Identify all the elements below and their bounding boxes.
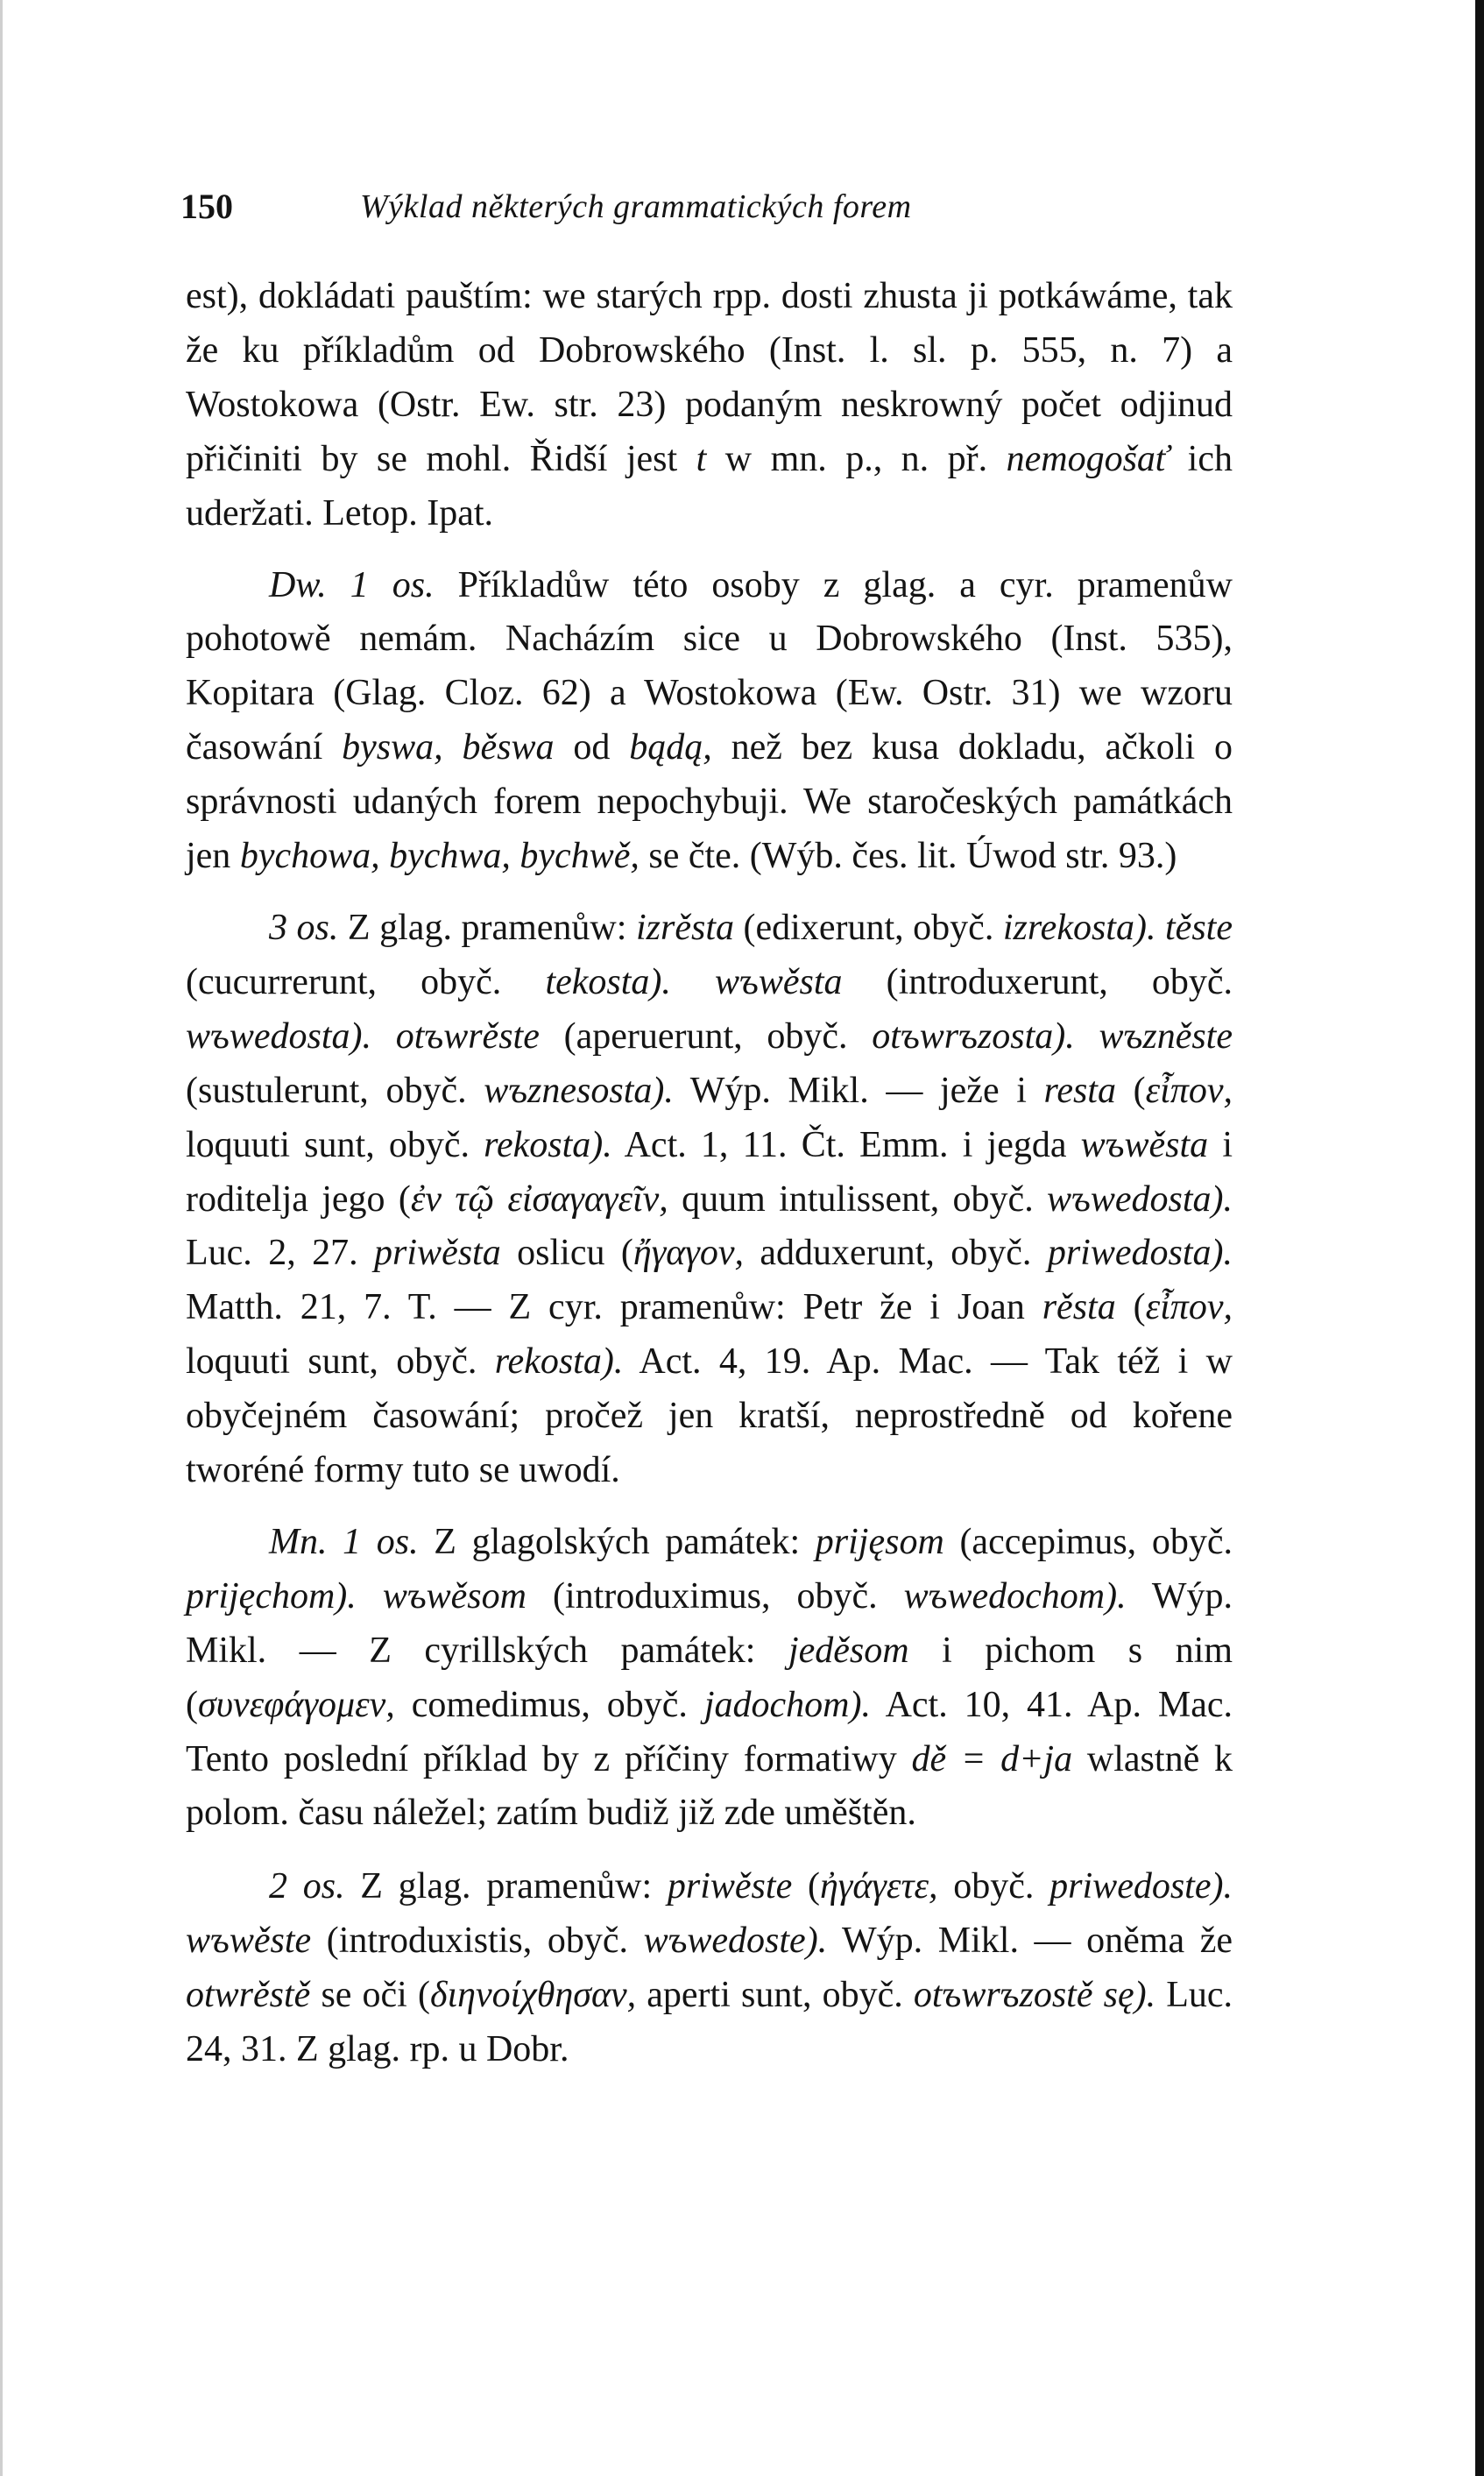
italic-term: bądą, (629, 727, 712, 768)
italic-term: wъwěste (186, 1921, 312, 1962)
text-run: se čte. (Wýb. čes. lit. Úwod str. 93.) (639, 836, 1177, 877)
italic-term: wъzněste (1099, 1015, 1233, 1057)
text-run: (edixerunt, obyč. (734, 907, 1003, 948)
italic-term: wъwěsom (382, 1575, 526, 1616)
section-label: 2 os. (269, 1866, 345, 1907)
italic-term: otъwrъzosta). (872, 1015, 1075, 1057)
text-run: adduxerunt, obyč. (744, 1233, 1048, 1274)
italic-term: ἠγάγετε, (819, 1866, 938, 1907)
text-run: (cucurrerunt, obyč. (186, 961, 546, 1002)
text-run: (accepimus, obyč. (943, 1521, 1233, 1562)
scan-edge-left (0, 0, 3, 2476)
italic-term: priwedoste). (1049, 1866, 1233, 1907)
italic-term: byswa, běswa (342, 727, 555, 768)
italic-term: wъznesosta). (484, 1070, 674, 1111)
text-run: Z glag. pramenůw: (338, 907, 636, 948)
italic-term: otwrěstě (186, 1975, 311, 2016)
text-run: obyč. (937, 1866, 1050, 1907)
italic-term: otъwrъzostě sę). (913, 1975, 1156, 2016)
italic-term: jeděsom (788, 1630, 909, 1671)
text-run: Luc. 2, 27. (186, 1233, 375, 1274)
italic-term: wъwedochom). (903, 1575, 1127, 1616)
italic-term: priwedosta). (1047, 1233, 1233, 1274)
text-run: se oči ( (310, 1975, 430, 2016)
text-run: Act. 1, 11. Čt. Emm. i jegda (611, 1124, 1081, 1165)
paragraph-dual-3rd-person (186, 902, 1233, 1498)
italic-term: nemogošať (1006, 438, 1170, 479)
text-run: est), dokládati pauštím: we starých rpp. dosti zhusta ji potkáwáme, tak že ku příkladům od Dobrowského (Inst. l. sl. p. 555, n. 7) a Wostokowa (Ostr. Ew. str. 23) podaným neskrowný počet odjinud přičiniti by se mohl. Řidší jest (186, 276, 1233, 479)
italic-term: rěsta (1042, 1287, 1116, 1328)
text-run: ( (1115, 1287, 1146, 1328)
text-run: loquuti sunt, obyč. (186, 1341, 495, 1383)
italic-term: otъwrěste (395, 1015, 540, 1057)
text-run: Wýp. Mikl. — oněma že (827, 1921, 1233, 1962)
text-run: Příkladůw této osoby z glag. a cyr. pramenůw pohotowě nemám. Nacházím sice u Dobrowského (Inst. 535), Kopitara (Glag. Cloz. 62) a Wostokowa (Ew. Ostr. 31) we wzoru časowání (186, 564, 1233, 768)
italic-term: prijęchom). (186, 1575, 357, 1616)
italic-term: izrekosta). (1002, 907, 1156, 948)
italic-term: rekosta). (494, 1341, 624, 1383)
italic-term: ἤγαγον, (632, 1233, 744, 1274)
text-run: Matth. 21, 7. T. — Z cyr. pramenůw: Petr že i Joan (186, 1287, 1042, 1328)
text-run (357, 1576, 383, 1616)
italic-term: těste (1165, 907, 1233, 948)
text-run (371, 1016, 396, 1057)
italic-term: wъwěsta (715, 961, 843, 1002)
italic-term: ἐν τῷ εἰσαγαγεῖν, (410, 1178, 668, 1220)
text-run: (introduxerunt, obyč. (842, 961, 1233, 1002)
italic-term: διηνοίχθησαν, (429, 1975, 637, 2016)
italic-term: priwěsta (374, 1233, 501, 1274)
text-run: (aperuerunt, obyč. (539, 1015, 873, 1057)
italic-term: bychowa, bychwa, bychwě, (239, 836, 640, 877)
italic-term: wъwedosta). (186, 1015, 371, 1057)
text-run: (sustulerunt, obyč. (186, 1070, 484, 1111)
page-header (180, 186, 1232, 238)
page-number: 150 (180, 187, 233, 226)
text-run: Z glagolských památek: (418, 1521, 816, 1562)
text-run: quum intulissent, obyč. (668, 1178, 1048, 1220)
text-run: ( (792, 1866, 820, 1907)
italic-term: εἶπον, (1145, 1070, 1233, 1111)
italic-term: priwěste (667, 1866, 793, 1907)
section-label: 3 os. (269, 907, 339, 948)
italic-term: wъwedoste). (643, 1921, 828, 1962)
text-run: od (554, 727, 630, 768)
italic-term: dě = d+ja (911, 1738, 1073, 1779)
text-run: aperti sunt, obyč. (636, 1975, 914, 2016)
section-label: Mn. 1 os. (269, 1521, 419, 1562)
paragraph-dual-1st-person (186, 559, 1233, 884)
italic-term: wъwěsta (1080, 1124, 1209, 1165)
text-run: Z glag. pramenůw: (344, 1866, 668, 1907)
text-run: Wýp. Mikl. — Z cyrillských památek: (186, 1575, 1233, 1671)
text-run: wlastně k polom. času náležel; zatím budiž již zde uměštěn. (186, 1738, 1233, 1834)
scan-edge-right (1475, 0, 1484, 2476)
text-run: ich uderžati. Letop. Ipat. (186, 438, 1233, 534)
text-run: w mn. p., n. př. (706, 438, 1007, 479)
italic-term: jadochom). (703, 1684, 871, 1725)
text-run: Luc. 24, 31. Z glag. rp. u Dobr. (186, 1975, 1233, 2070)
italic-term: tekosta). (545, 961, 671, 1002)
paragraph-plural-1st-person (186, 1516, 1233, 1841)
text-run: Act. 10, 41. Ap. Mac. Tento poslední příklad by z příčiny formatiwy (186, 1684, 1233, 1779)
text-run (671, 962, 715, 1002)
text-run: (introduximus, obyč. (526, 1575, 904, 1616)
text-run: comedimus, obyč. (394, 1684, 704, 1725)
text-run: než bez kusa dokladu, ačkoli o správnosti udaných forem nepochybuji. We staročeských památkách jen (186, 727, 1233, 877)
running-title: Wýklad některých grammatických forem (360, 188, 912, 225)
italic-term: resta (1043, 1070, 1116, 1111)
text-run: loquuti sunt, obyč. (186, 1124, 484, 1165)
body-text (186, 270, 1233, 2077)
text-run: oslicu ( (500, 1233, 633, 1274)
text-run: i roditelja jego ( (186, 1124, 1233, 1220)
text-run: ( (1115, 1070, 1146, 1111)
italic-term: wъwedosta). (1047, 1178, 1233, 1220)
text-run: Wýp. Mikl. — ježe i (673, 1070, 1044, 1111)
text-run (1075, 1016, 1099, 1057)
text-run: Act. 4, 19. Ap. Mac. — Tak též i w obyčejném časowání; pročež jen kratší, neprostředně od kořene tworéné formy tuto se uwodí. (186, 1341, 1233, 1491)
italic-term: συνεφάγομεν, (198, 1684, 395, 1725)
italic-term: εἶπον, (1145, 1287, 1233, 1328)
paragraph-1 (186, 270, 1233, 541)
italic-term: izrěsta (635, 907, 734, 948)
italic-term: rekosta). (484, 1124, 612, 1165)
text-run: i pichom s nim ( (186, 1630, 1233, 1725)
italic-term: prijęsom (815, 1521, 944, 1562)
text-run: (introduxistis, obyč. (311, 1921, 644, 1962)
italic-term: t (696, 438, 707, 479)
text-run (1155, 908, 1165, 948)
section-label: Dw. 1 os. (269, 564, 435, 605)
paragraph-plural-2nd-person (186, 1860, 1233, 2077)
